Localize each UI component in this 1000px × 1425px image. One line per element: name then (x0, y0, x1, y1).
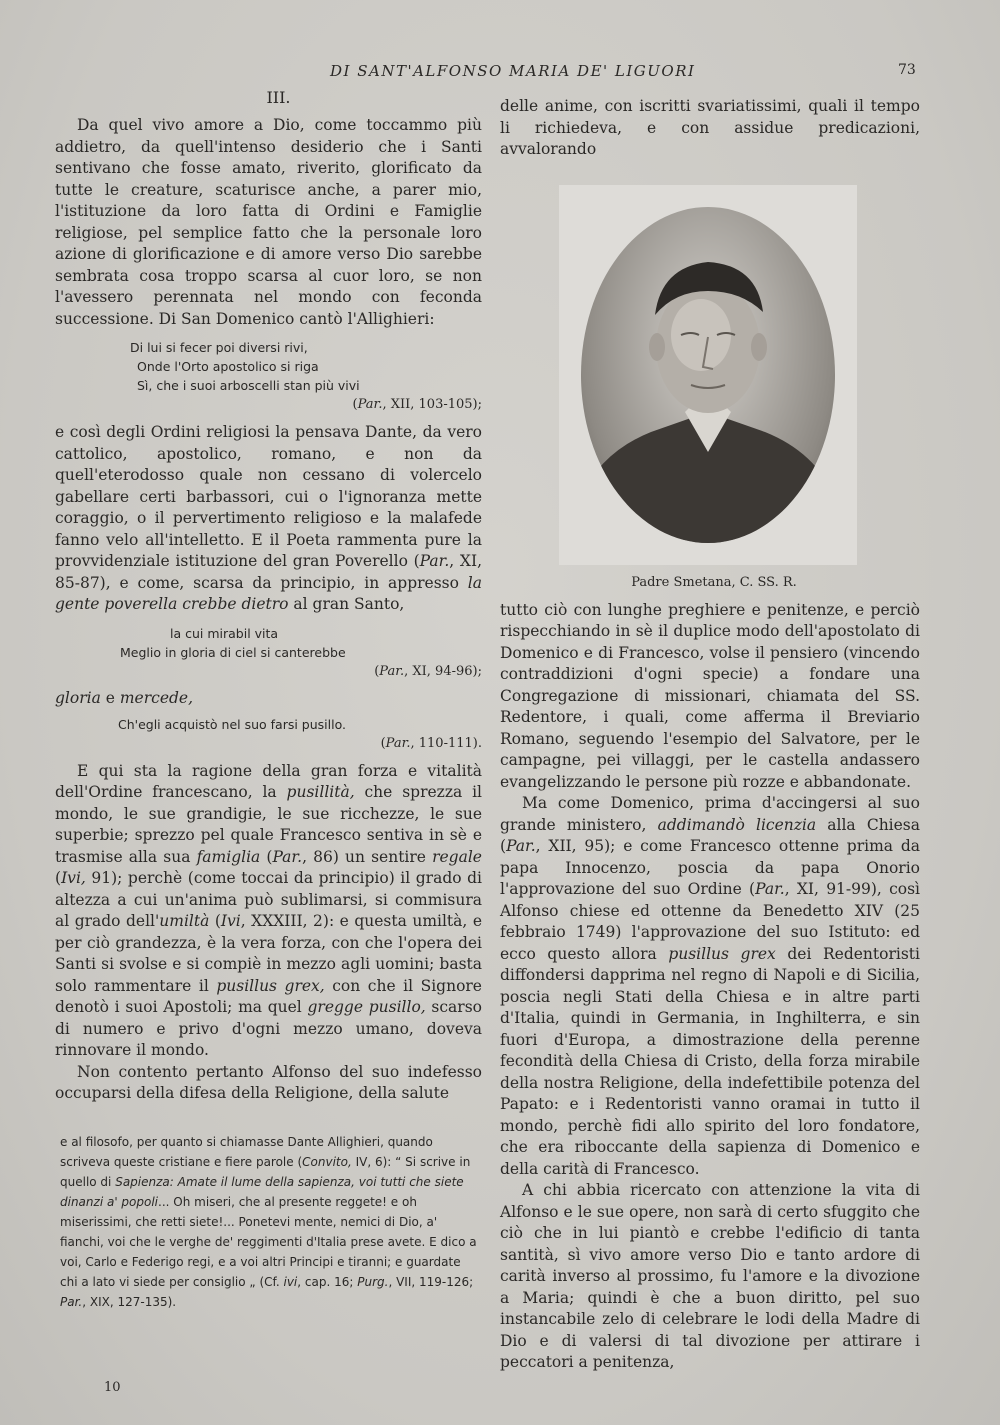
verse-line: Meglio in gloria di ciel si canterebbe (120, 644, 346, 660)
verse-quote (55, 715, 482, 753)
paragraph: delle anime, con iscritti svariatissimi, quali il tempo li richiedeva, e con assidue predicazioni, avvalorando (500, 97, 920, 158)
running-head (0, 62, 1000, 86)
left-column (55, 88, 482, 1105)
paragraph: Da quel vivo amore a Dio, come toccammo più addietro, da quell'intenso desiderio che i Santi sentivano che fosse amato, riverito, glorificato da tutte le creature, scaturisce anche, a parer mio, l'istituzione da loro fatta di Ordini e Famiglie religiose, pel semplice fatto che la personale loro azione di glorificazione e di amore verso Dio sarebbe sembrata cosa troppo scarsa al cuor loro, se non l'avessero perennata nel mondo con feconda successione. Di San Domenico cantò l'Allighieri: (55, 116, 482, 328)
right-column (500, 96, 920, 1374)
paragraph: E qui sta la ragione della gran forza e vitalità dell'Ordine francescano, la pusillità, che sprezza il mondo, le sue grandigie, le sue ricchezze, le sue superbie; sprezzo pel quale Francesco sentiva in sè e trasmise alla sua famiglia (Par., 86) un sentire regale (Ivi, 91); perchè (come toccai da principio) il grado di altezza a cui un'anima può sublimarsi, si commisura al grado dell'umiltà (Ivi, XXXIII, 2): e questa umiltà, e per ciò grandezza, è la vera forza, con che l'opera dei Santi si svolse e si compiè in mezzo agli uomini; basta solo rammentare il pusillus grex, con che il Signore denotò i suoi Apostoli; ma quel gregge pusillo, scarso di numero e privo d'ogni mezzo umano, doveva rinnovare il mondo. (55, 761, 482, 1059)
verse-line: la cui mirabil vita (170, 625, 279, 641)
verse-line: Ch'egli acquistò nel suo farsi pusillo. (118, 716, 346, 732)
signature-folio: 10 (104, 1380, 121, 1395)
footnote: e al filosofo, per quanto si chiamasse Dante Allighieri, quando scriveva queste cristiane e fiere parole (Convito, IV, 6): “ Si scrive in quello di Sapienza: Amate il lume della sapienza, voi tutti che siete dinanzi a' popoli... Oh miseri, che al presente reggete! e oh miserissimi, che retti siete!... Ponetevi mente, nemici di Dio, a' fianchi, voi che le verghe de' reggimenti d'Italia prese avete. E dico a voi, Carlo e Federigo regi, e a voi altri Principi e tiranni; e guardate chi a lato vi siede per consiglio „ (Cf. ivi, cap. 16; Purg., VII, 119-126; Par., XIX, 127-135). (60, 1135, 477, 1309)
verse-citation: (Par., 110-111). (380, 735, 482, 751)
paragraph: A chi abbia ricercato con attenzione la vita di Alfonso e le sue opere, non sarà di certo sfuggito che ciò che in lui piantò e crebbe l'edificio di tanta santità, sì vivo amore verso Dio e tanto ardore di carità inverso al prossimo, fu l'amore e la divozione a Maria; quindi è che a buon diritto, pel suo instancabile zelo di celebrare le lodi della Madre di Dio e di valersi di tal divozione per attirare i peccatori a penitenza, (500, 1181, 920, 1371)
portrait-photo (559, 185, 857, 565)
section-number: III. (266, 88, 291, 107)
verse-citation: (Par., XII, 103-105); (352, 397, 482, 412)
paragraph: tutto ciò con lunghe preghiere e penitenze, e perciò rispecchiando in sè il duplice modo dell'apostolato di Domenico e di Francesco, volse il pensiero (vincendo contraddizioni d'ogni specie) a fondare una Congregazione di missionari, chiamata del SS. Redentore, i quali, come afferma il Breviario Romano, seguendo l'esempio del Salvatore, per le campagne, pei villaggi, per le castella andassero evangelizzando le persone più rozze e abbandonate. (500, 600, 920, 791)
verse-line: Di lui si fecer poi diversi rivi, (130, 340, 308, 355)
verse-line: Onde l'Orto apostolico si riga (137, 359, 319, 374)
portrait-figure (581, 207, 835, 543)
verse-line: Sì, che i suoi arboscelli stan più vivi (137, 378, 360, 393)
page-number: 73 (898, 62, 916, 78)
running-title: DI SANT'ALFONSO MARIA DE' LIGUORI (330, 62, 696, 80)
paragraph: e così degli Ordini religiosi la pensava Dante, da vero cattolico, apostolico, romano, e non da quell'eterodosso quale non cessano di volercelo gabellare certi barbassori, cui o l'ignoranza mette coraggio, o il pervertimento religioso e la malafede fanno velo all'intelletto. E il Poeta rammenta pure la provvidenziale istituzione del gran Poverello (Par., XI, 85-87), e come, scarsa da principio, in appresso la gente poverella crebbe dietro al gran Santo, (55, 423, 482, 613)
paragraph: Non contento pertanto Alfonso del suo indefesso occuparsi della difesa della Religione, della salute (55, 1062, 482, 1102)
verse-citation: (Par., XI, 94-96); (374, 663, 482, 679)
portrait-oval (581, 207, 835, 543)
paragraph: Ma come Domenico, prima d'accingersi al suo grande ministero, addimandò licenzia alla Chiesa (Par., XII, 95); e come Francesco ottenne prima da papa Innocenzo, poscia da papa Onorio l'approvazione del suo Ordine (Par., XI, 91-99), così Alfonso chiese ed ottenne da Benedetto XIV (25 febbraio 1749) l'approvazione del suo Istituto: ed ecco questo allora pusillus grex dei Redentoristi diffondersi dapprima nel regno di Napoli e di Sicilia, poscia negli Stati della Chiesa e in altre parti d'Italia, quindi in Germania, in Inghilterra, e sin fuori d'Europa, a dimostrazione della perenne fecondità della Chiesa di Cristo, della forza mirabile della nostra Religione, della indefettibile potenza del Papato: e i Redentoristi vanno oramai in tutto il mondo, perchè fidi allo spirito del loro fondatore, che era riboccante della sapienza di Domenico e della carità di Francesco. (500, 794, 921, 1178)
inline-verse: gloria e mercede, (55, 688, 194, 707)
verse-quote (55, 338, 482, 414)
photo-caption: Padre Smetana, C. SS. R. (631, 574, 797, 590)
verse-quote (55, 624, 482, 681)
